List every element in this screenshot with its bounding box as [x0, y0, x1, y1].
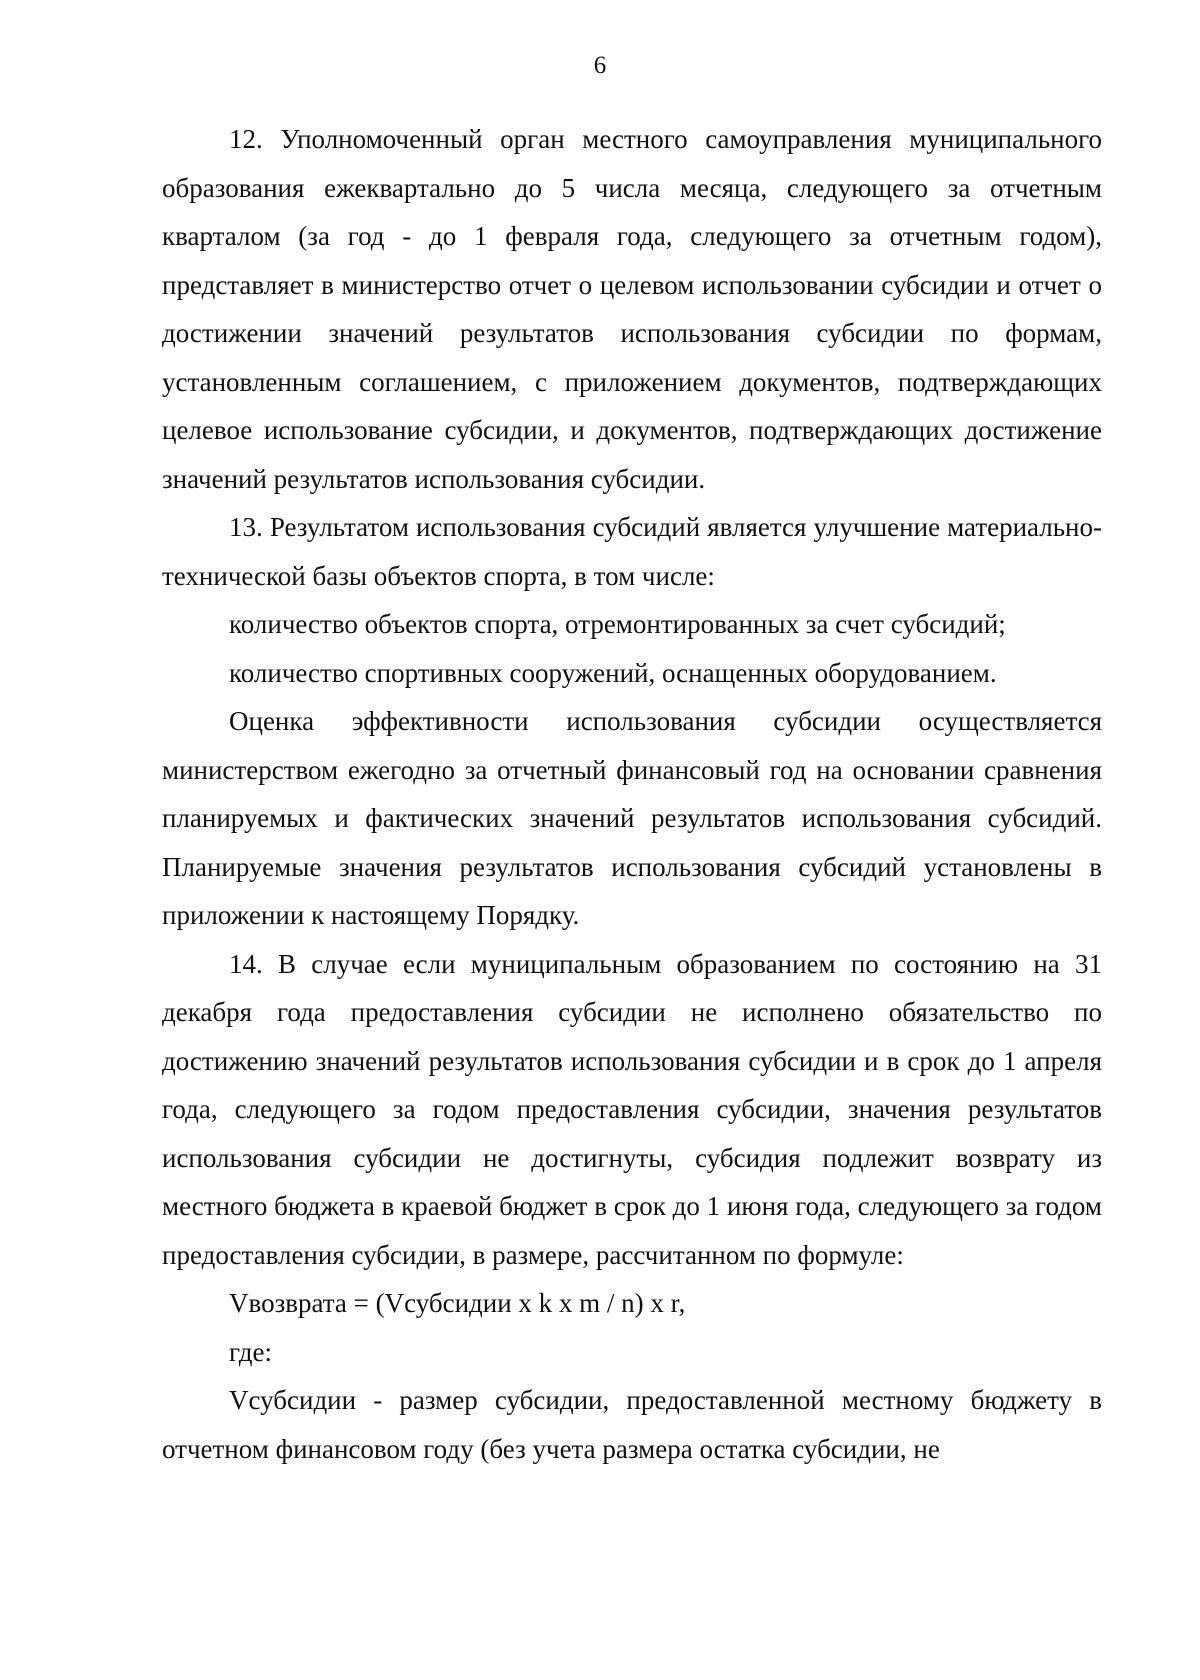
list-item-equipped-facilities: количество спортивных сооружений, оснащенных оборудованием. — [229, 657, 997, 688]
paragraph-efficiency-assessment: Оценка эффективности использования субсидии осуществляется министерством ежегодно за отчетный финансовый год на основании сравнения планируемых и фактических значений результатов использования субсидий. Планируемые значения результатов использования субсидий установлены в приложении к настоящему Порядку. — [162, 706, 1102, 930]
paragraph-13-results: 13. Результатом использования субсидий является улучшение материально-технической базы объектов спорта, в том числе: — [162, 512, 1102, 591]
list-item-renovated-objects: количество объектов спорта, отремонтированных за счет субсидий; — [229, 609, 1006, 639]
document-body — [162, 115, 1102, 1473]
refund-formula: Vвозврата = (Vсубсидии x k x m / n) x r, — [229, 1288, 686, 1318]
page-number: 6 — [593, 52, 607, 79]
paragraph-12-reporting: 12. Уполномоченный орган местного самоуправления муниципального образования ежеквартально до 5 числа месяца, следующего за отчетным кварталом (за год - до 1 февраля года, следующего за отчетным годом), представляет в министерство отчет о целевом использовании субсидии и отчет о достижении значений результатов использования субсидии по формам, установленным соглашением, с приложением документов, подтверждающих целевое использование субсидии, и документов, подтверждающих достижение значений результатов использования субсидии. — [162, 124, 1102, 494]
formula-definition-vsubsidy: Vсубсидии - размер субсидии, предоставленной местному бюджету в отчетном финансовом году (без учета размера остатка субсидии, не — [162, 1385, 1102, 1464]
paragraph-14-refund: 14. В случае если муниципальным образованием по состоянию на 31 декабря года предоставления субсидии не исполнено обязательство по достижению значений результатов использования субсидии и в срок до 1 апреля года, следующего за годом предоставления субсидии, значения результатов использования субсидии не достигнуты, субсидия подлежит возврату из местного бюджета в краевой бюджет в срок до 1 июня года, следующего за годом предоставления субсидии, в размере, рассчитанном по формуле: — [162, 948, 1102, 1270]
formula-where-label: где: — [229, 1336, 272, 1367]
